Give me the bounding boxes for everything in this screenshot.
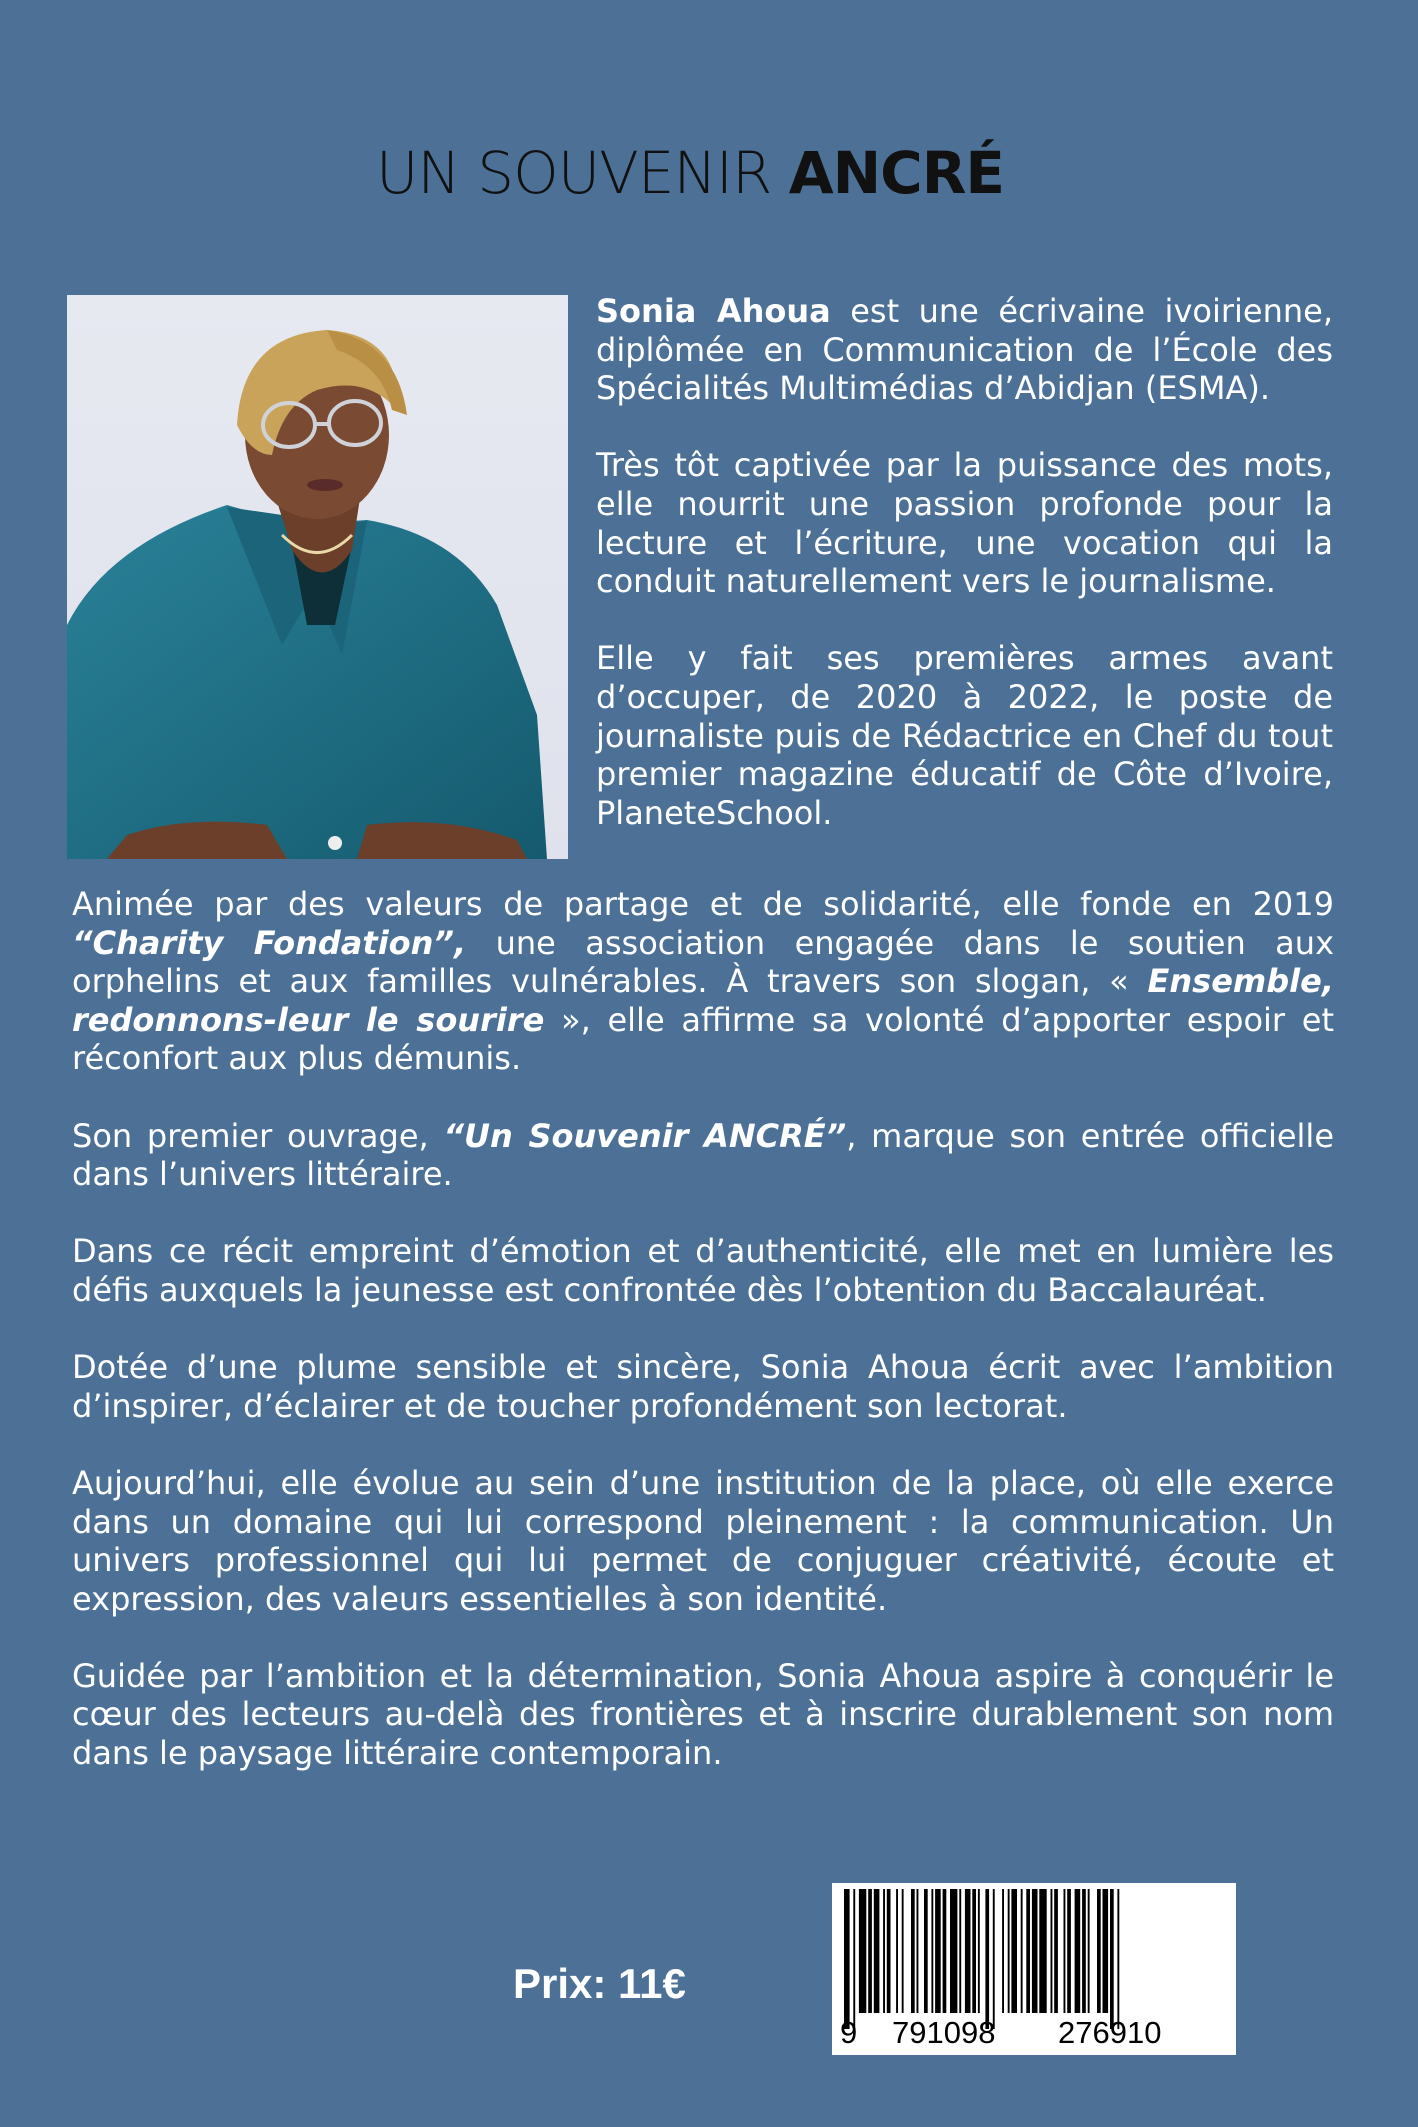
bio-p5-c: , marque son entrée officielle dans l’univers littéraire. — [72, 1116, 1335, 1194]
barcode-bar — [1051, 1889, 1053, 2013]
barcode-bar — [917, 1889, 919, 2013]
barcode-bar — [1097, 1889, 1101, 2013]
barcode-bar — [1021, 1889, 1023, 2013]
bio-paragraph-6: Dans ce récit empreint d’émotion et d’authenticité, elle met en lumière les défis auxquels la jeunesse est confrontée dès l’obtention du Baccalauréat. — [72, 1232, 1334, 1309]
barcode-bar — [844, 1889, 850, 2029]
barcode-bar — [1002, 1889, 1004, 2013]
barcode-bar — [1067, 1889, 1071, 2013]
author-portrait-image — [67, 295, 568, 859]
barcode-bar — [1032, 1889, 1038, 2013]
bio-p4-slogan: Ensemble, redonnons-leur le sourire — [72, 962, 1334, 1039]
barcode-bar — [985, 1889, 989, 2029]
bio-right-column — [596, 292, 1333, 871]
barcode-bar — [887, 1889, 891, 2013]
bio-paragraph-8: Aujourd’hui, elle évolue au sein d’une institution de la place, où elle exerce dans un domaine qui lui correspond pleinement : la communication. Un univers professionnel qui lui permet de conjuguer créativité, écoute et expression, des valeurs essentielles à son identité. — [72, 1463, 1334, 1618]
barcode-digit-first: 9 — [840, 2015, 858, 2050]
barcode-bar — [993, 1889, 995, 2029]
bio-full-column — [72, 885, 1334, 1811]
barcode-bar — [931, 1889, 933, 2013]
barcode-bar — [1026, 1889, 1030, 2013]
bio-p5-a: Son premier ouvrage, — [72, 1116, 444, 1155]
author-photo — [67, 295, 568, 859]
bio-paragraph-5 — [72, 1117, 1334, 1194]
barcode-bar — [1064, 1889, 1066, 2013]
bio-paragraph-1 — [596, 292, 1333, 408]
author-name: Sonia Ahoua — [596, 292, 831, 330]
barcode-bar — [943, 1889, 947, 2013]
bio-p5-book-title: “Un Souvenir ANCRÉ” — [443, 1116, 847, 1155]
barcode-bar — [978, 1889, 980, 2013]
barcode-bar — [1110, 1889, 1114, 2029]
barcode-bar — [959, 1889, 961, 2013]
barcode-bar — [883, 1889, 885, 2013]
barcode-group-2: 276910 — [1058, 2015, 1162, 2050]
barcode-bar — [1075, 1889, 1081, 2013]
barcode-bar — [911, 1889, 915, 2013]
bio-p4-foundation: “Charity Fondation”, — [72, 923, 467, 962]
bio-p4-a: Animée par des valeurs de partage et de solidarité, elle fonde en 2019 — [72, 885, 1334, 923]
price-label: Prix: 11€ — [513, 1960, 686, 2007]
title-light: UN SOUVENIR — [375, 139, 789, 207]
barcode-bar — [1039, 1889, 1046, 2013]
bio-p4-c: une association engagée dans le soutien aux orphelins et aux familles vulnérables. À travers son slogan, « — [72, 923, 1334, 1001]
isbn-barcode — [832, 1883, 1236, 2055]
bio-paragraph-2: Très tôt captivée par la puissance des mots, elle nourrit une passion profonde pour la lecture et l’écriture, une vocation qui la conduit naturellement vers le journalisme. — [596, 446, 1333, 601]
barcode-bar — [924, 1889, 928, 2013]
bio-paragraph-9: Guidée par l’ambition et la détermination, Sonia Ahoua aspire à conquérir le cœur des lecteurs au-delà des frontières et à inscrire durablement son nom dans le paysage littéraire contemporain. — [72, 1656, 1334, 1773]
title-bold: ANCRÉ — [788, 139, 1005, 207]
barcode-bar — [950, 1889, 957, 2013]
barcode-bar — [1054, 1889, 1058, 2013]
bio-p4-e: », elle affirme sa volonté d’apporter espoir et réconfort aux plus démunis. — [72, 1000, 1335, 1078]
barcode-bar — [902, 1889, 904, 2013]
barcode-group-1: 791098 — [892, 2015, 996, 2050]
barcode-bar — [859, 1889, 866, 2013]
barcode-bar — [965, 1889, 971, 2013]
barcode-bar — [1117, 1889, 1119, 2029]
book-title — [0, 138, 1380, 208]
barcode-bar — [1103, 1889, 1109, 2013]
barcode-bar — [1008, 1889, 1010, 2013]
barcode-bar — [1088, 1889, 1090, 2013]
barcode-bar — [1082, 1889, 1086, 2013]
bio-paragraph-4 — [72, 885, 1334, 1078]
bio-p1-text: est une écrivaine ivoirienne, diplômée en Communication de l’École des Spécialités Multimédias d’Abidjan (ESMA). — [596, 292, 1334, 408]
barcode-bar — [874, 1889, 880, 2013]
barcode-bar — [935, 1889, 941, 2013]
barcode-bar — [1011, 1889, 1017, 2013]
barcode-bar — [972, 1889, 976, 2013]
barcode-bar — [868, 1889, 872, 2013]
barcode-bar — [896, 1889, 898, 2013]
bio-paragraph-7: Dotée d’une plume sensible et sincère, Sonia Ahoua écrit avec l’ambition d’inspirer, d’éclairer et de toucher profondément son lectorat. — [72, 1348, 1334, 1425]
barcode-bar — [853, 1889, 855, 2029]
bio-paragraph-3: Elle y fait ses premières armes avant d’occuper, de 2020 à 2022, le poste de journaliste puis de Rédactrice en Chef du tout premier magazine éducatif de Côte d’Ivoire, PlaneteSchool. — [596, 639, 1333, 832]
